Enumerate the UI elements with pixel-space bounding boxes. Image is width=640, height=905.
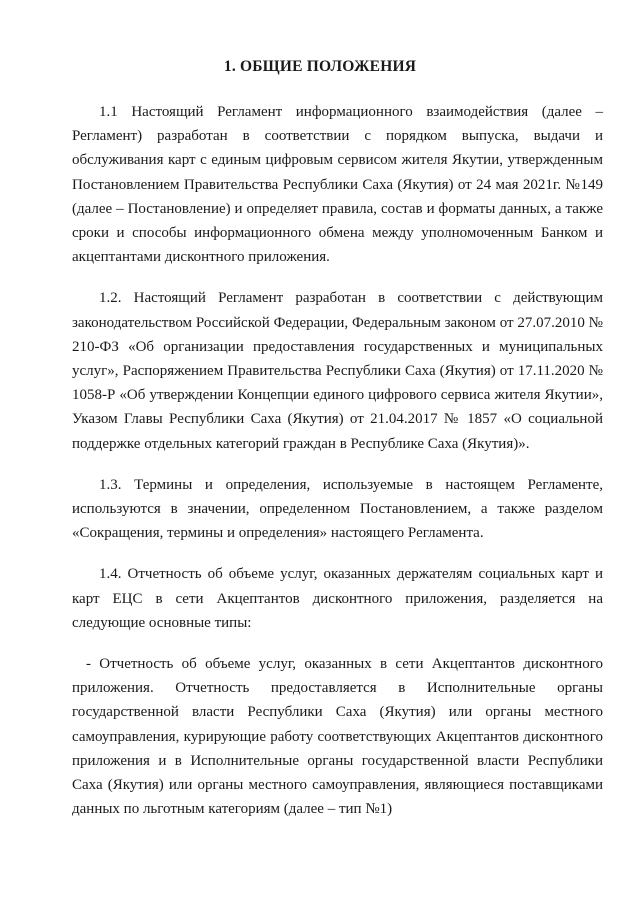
paragraph-1-1: 1.1 Настоящий Регламент информационного взаимодействия (далее – Регламент) разработан в соответствии с порядком выпуска, выдачи и обслуживания карт с единым цифровым сервисом жителя Якутии, утвержденным Постановлением Правительства Республики Саха (Якутия) от 24 мая 2021г. №149 (далее – Постановление) и определяет правила, состав и форматы данных, а также сроки и способы информационного обмена между уполномоченным Банком и акцептантами дисконтного приложения. xyxy=(72,104,603,266)
section-heading: 1. ОБЩИЕ ПОЛОЖЕНИЯ xyxy=(223,58,417,75)
paragraph-1-2: 1.2. Настоящий Регламент разработан в соответствии с действующим законодательством Российской Федерации, Федеральным законом от 27.07.2010 № 210-ФЗ «Об организации предоставления государственных и муниципальных услуг», Распоряжением Правительства Республики Саха (Якутия) от 17.11.2020 № 1058-Р «Об утверждении Концепции единого цифрового сервиса жителя Якутии», Указом Главы Республики Саха (Якутия) от 21.04.2017 № 1857 «О социальной поддержке отдельных категорий граждан в Республике Саха (Якутия)». xyxy=(72,290,603,452)
paragraph-1-3: 1.3. Термины и определения, используемые в настоящем Регламенте, используются в значении, определенном Постановлением, а также разделом «Сокращения, термины и определения» настоящего Регламента. xyxy=(72,476,603,542)
document-body xyxy=(72,100,603,838)
paragraph-list-item-type-1: - Отчетность об объеме услуг, оказанных в сети Акцептантов дисконтного приложения. Отчетность предоставляется в Исполнительные органы государственной власти Республики Саха (Якутия) или органы местного самоуправления, курирующие работу соответствующих Акцептантов дисконтного приложения и в Исполнительные органы государственной власти Республики Саха (Якутия) или органы местного самоуправления, являющиеся поставщиками данных по льготным категориям (далее – тип №1) xyxy=(72,656,603,818)
paragraph-1-4: 1.4. Отчетность об объеме услуг, оказанных держателям социальных карт и карт ЕЦС в сети Акцептантов дисконтного приложения, разделяется на следующие основные типы: xyxy=(72,566,603,631)
